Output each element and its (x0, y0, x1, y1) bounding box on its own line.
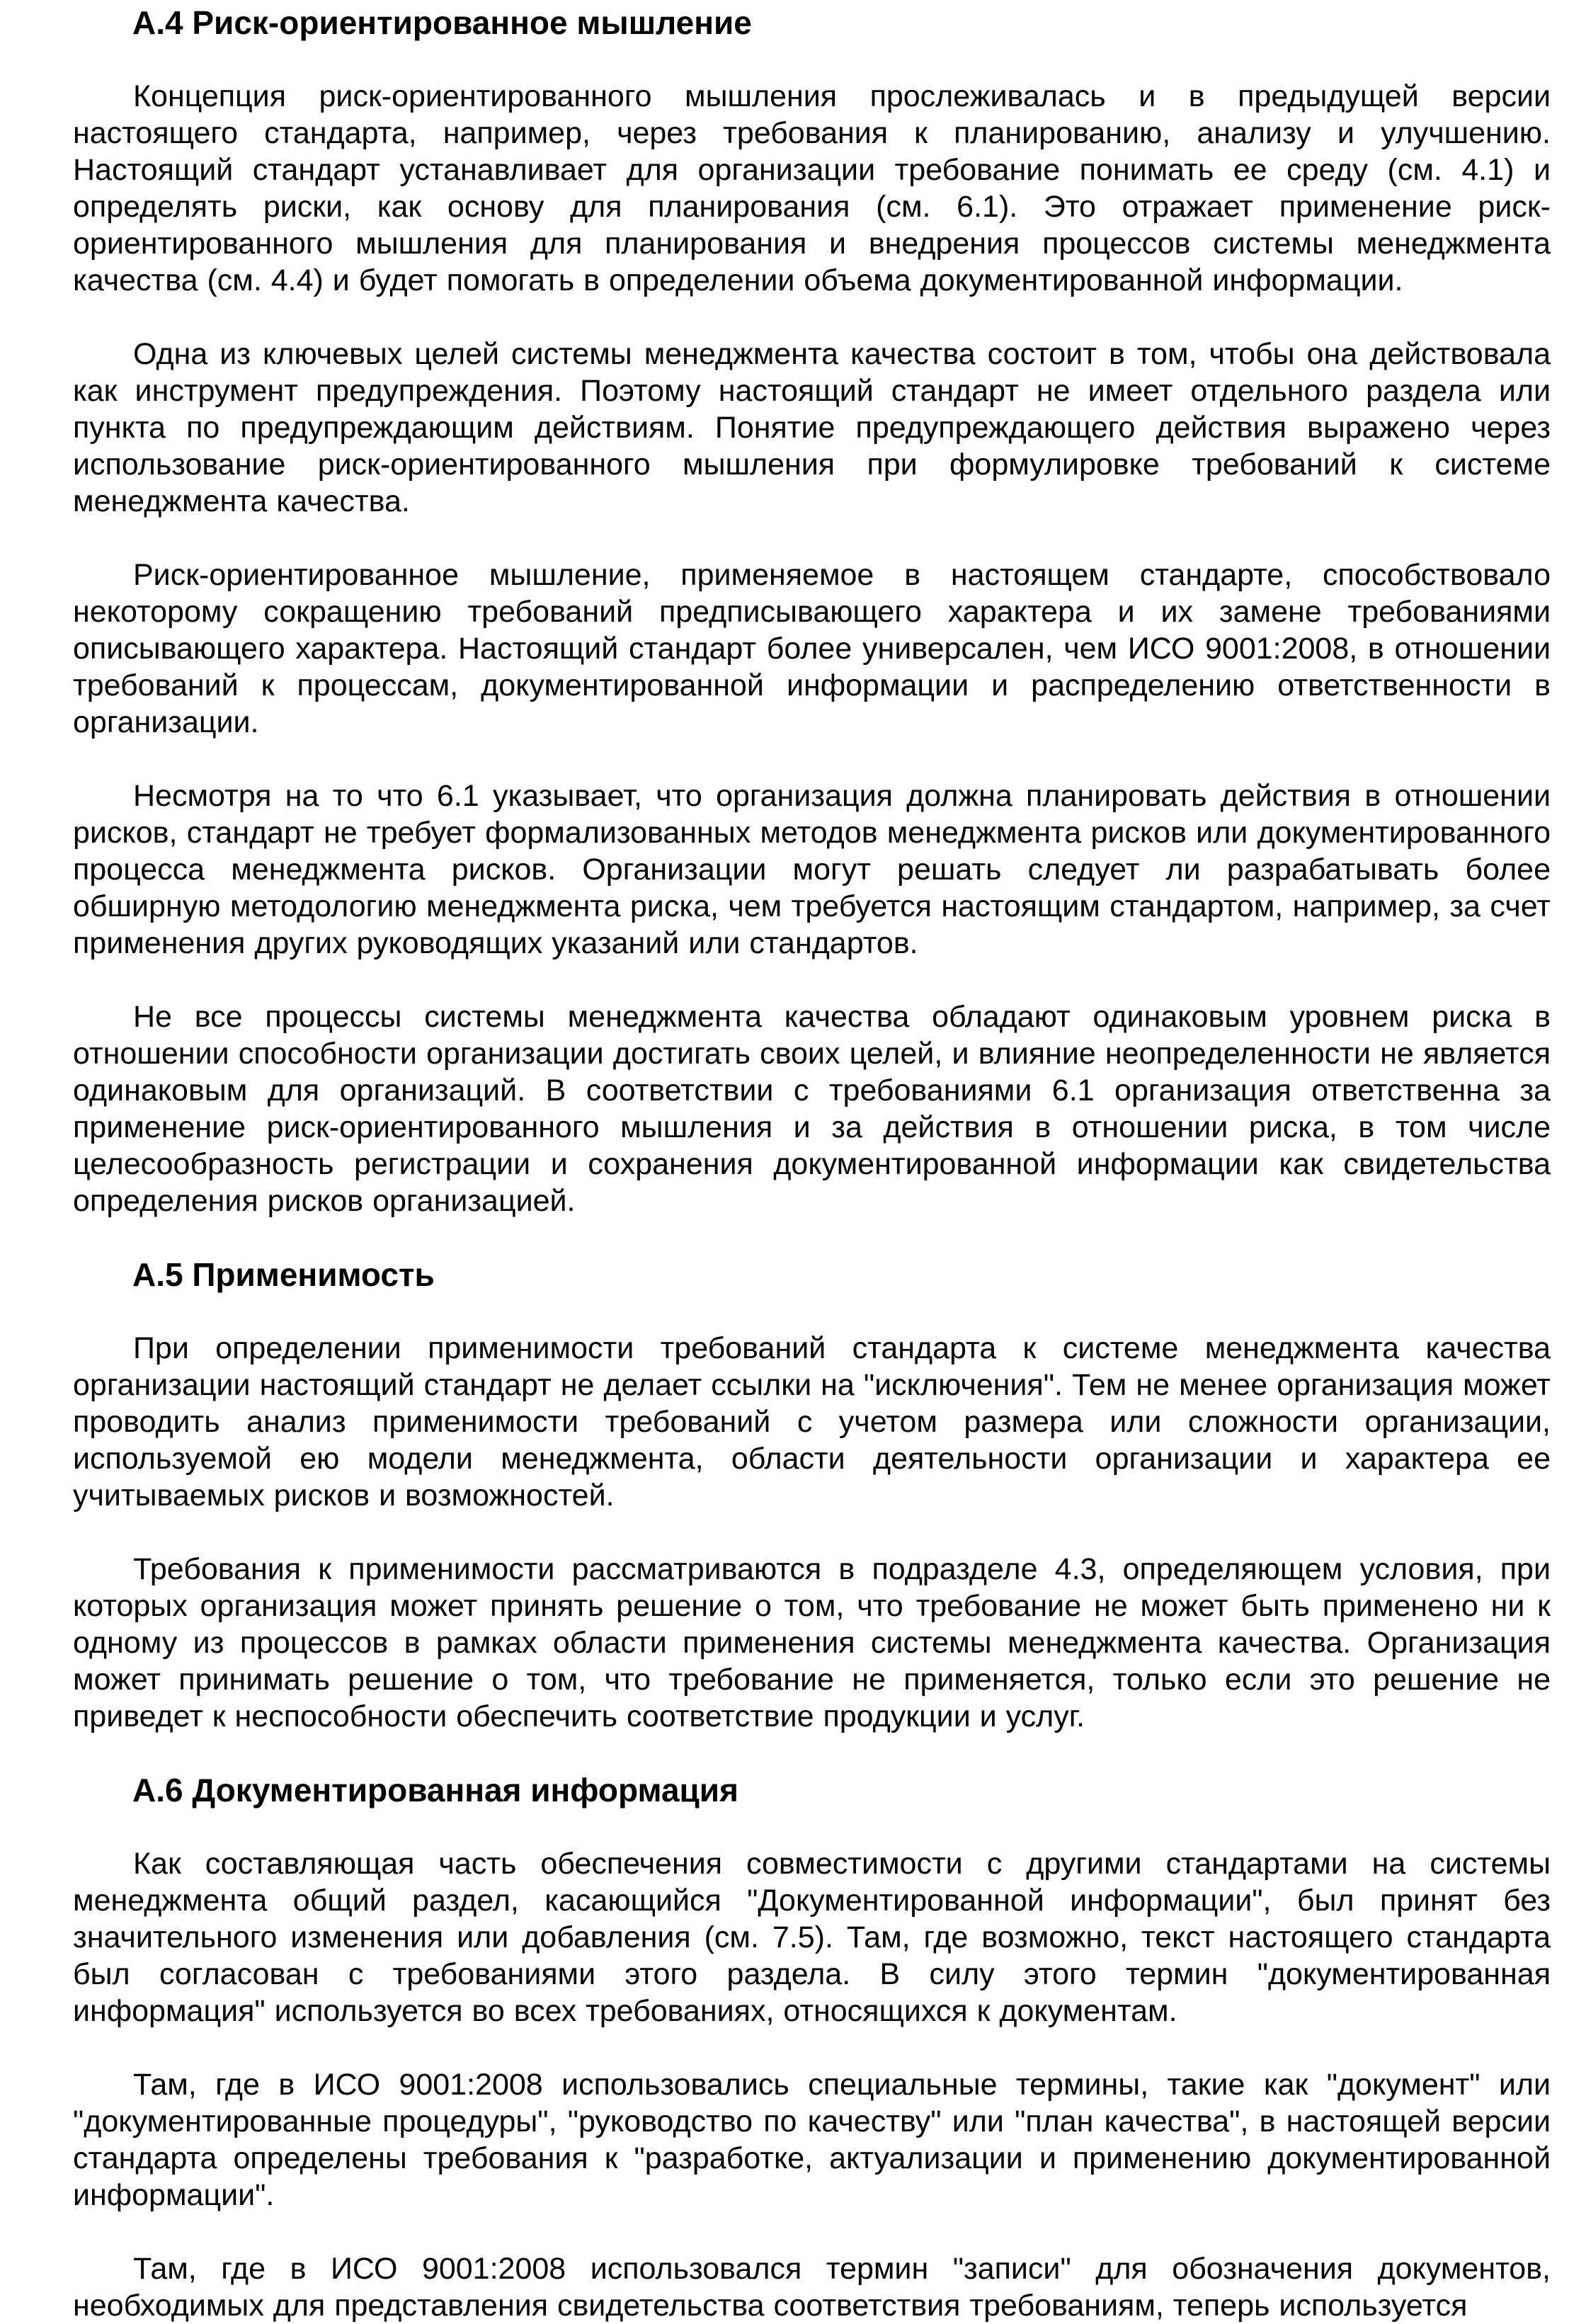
paragraph-a4-1: Концепция риск-ориентированного мышления прослеживалась и в предыдущей версии настоящего стандарта, например, через требования к планированию, анализу и улучшению. Настоящий стандарт устанавливает для организации требование понимать ее среду (см. 4.1) и определять риски, как основу для планирования (см. 6.1). Это отражает применение риск-ориентированного мышления для планирования и внедрения процессов системы менеджмента качества (см. 4.4) и будет помогать в определении объема документированной информации. (73, 79, 1551, 297)
section-a6-documented-information (73, 1772, 1551, 2324)
section-a5-applicability (73, 1256, 1551, 1735)
paragraph-a5-1: При определении применимости требований стандарта к системе менеджмента качества организации настоящий стандарт не делает ссылки на "исключения". Тем не менее организация может проводить анализ применимости требований с учетом размера или сложности организации, используемой ею модели менеджмента, области деятельности организации и характера ее учитываемых рисков и возможностей. (73, 1331, 1551, 1513)
section-a4-risk-based-thinking (73, 4, 1551, 1219)
section-a4-heading: А.4 Риск-ориентированное мышление (132, 4, 752, 41)
paragraph-a4-3: Риск-ориентированное мышление, применяемое в настоящем стандарте, способствовало некоторому сокращению требований предписывающего характера и их замене требованиями описывающего характера. Настоящий стандарт более универсален, чем ИСО 9001:2008, в отношении требований к процессам, документированной информации и распределению ответственности в организации. (73, 558, 1551, 739)
paragraph-a6-2: Там, где в ИСО 9001:2008 использовались специальные термины, такие как "документ" или "документированные процедуры", "руководство по качеству" или "план качества", в настоящей версии стандарта определены требования к "разработке, актуализации и применению документированной информации". (73, 2068, 1551, 2212)
paragraph-a6-1: Как составляющая часть обеспечения совместимости с другими стандартами на системы менеджмента общий раздел, касающийся "Документированной информации", был принят без значительного изменения или добавления (см. 7.5). Там, где возможно, текст настоящего стандарта был согласован с требованиями этого раздела. В силу этого термин "документированная информация" используется во всех требованиях, относящихся к документам. (73, 1847, 1551, 2028)
section-a5-heading: А.5 Применимость (132, 1256, 435, 1293)
paragraph-a4-5: Не все процессы системы менеджмента качества обладают одинаковым уровнем риска в отношении способности организации достигать своих целей, и влияние неопределенности не является одинаковым для организаций. В соответствии с требованиями 6.1 организация ответственна за применение риск-ориентированного мышления и за действия в отношении риска, в том числе целесообразность регистрации и сохранения документированной информации как свидетельства определения рисков организацией. (73, 1000, 1551, 1218)
section-a6-heading: А.6 Документированная информация (132, 1772, 738, 1808)
paragraph-a6-3-cutoff: Там, где в ИСО 9001:2008 использовался термин "записи" для обозначения документов, необходимых для представления свидетельства соответствия требованиям, теперь используется (73, 2252, 1551, 2323)
paragraph-a4-2: Одна из ключевых целей системы менеджмента качества состоит в том, чтобы она действовала как инструмент предупреждения. Поэтому настоящий стандарт не имеет отдельного раздела или пункта по предупреждающим действиям. Понятие предупреждающего действия выражено через использование риск-ориентированного мышления при формулировке требований к системе менеджмента качества. (73, 337, 1551, 518)
paragraph-a5-2: Требования к применимости рассматриваются в подразделе 4.3, определяющем условия, при которых организация может принять решение о том, что требование не может быть применено ни к одному из процессов в рамках области применения системы менеджмента качества. Организация может принимать решение о том, что требование не применяется, только если это решение не приведет к неспособности обеспечить соответствие продукции и услуг. (73, 1552, 1551, 1733)
paragraph-a4-4: Несмотря на то что 6.1 указывает, что организация должна планировать действия в отношении рисков, стандарт не требует формализованных методов менеджмента рисков или документированного процесса менеджмента рисков. Организации могут решать следует ли разрабатывать более обширную методологию менеджмента риска, чем требуется настоящим стандартом, например, за счет применения других руководящих указаний или стандартов. (73, 779, 1551, 960)
